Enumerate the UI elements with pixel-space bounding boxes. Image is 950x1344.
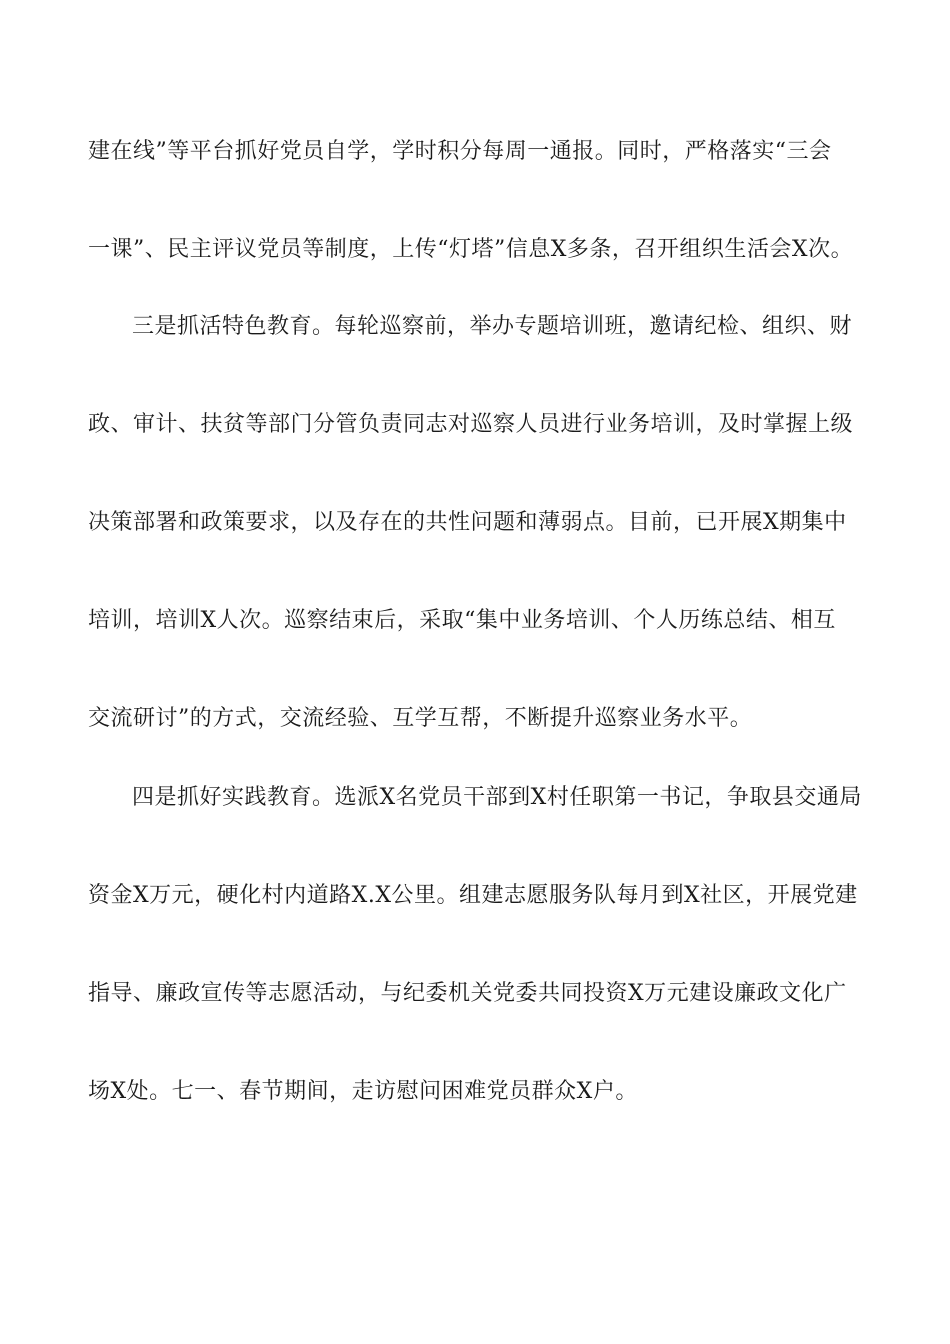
text-line-7: 交流研讨”的方式，交流经验、互学互帮，不断提升巡察业务水平。 — [88, 706, 753, 731]
text-line-11: 场X处。七一、春节期间，走访慰问困难党员群众X户。 — [88, 1079, 638, 1104]
text-line-4: 政、审计、扶贫等部门分管负责同志对巡察人员进行业务培训，及时掌握上级 — [88, 412, 854, 437]
text-line-2: 一课”、民主评议党员等制度，上传“灯塔”信息X多条，召开组织生活会X次。 — [88, 237, 854, 262]
text-line-1: 建在线”等平台抓好党员自学，学时积分每周一通报。同时，严格落实“三会 — [88, 139, 832, 164]
text-line-10: 指导、廉政宣传等志愿活动，与纪委机关党委共同投资X万元建设廉政文化广 — [88, 981, 847, 1006]
text-line-6: 培训，培训X人次。巡察结束后，采取“集中业务培训、个人历练总结、相互 — [88, 608, 836, 633]
text-line-9: 资金X万元，硬化村内道路X.X公里。组建志愿服务队每月到X社区，开展党建 — [88, 883, 858, 908]
paragraph-3-start-line: 三是抓活特色教育。每轮巡察前，举办专题培训班，邀请纪检、组织、财 — [132, 314, 853, 339]
paragraph-4-start-line: 四是抓好实践教育。选派X名党员干部到X村任职第一书记，争取县交通局 — [132, 785, 862, 810]
text-line-5: 决策部署和政策要求，以及存在的共性问题和薄弱点。目前，已开展X期集中 — [88, 510, 847, 535]
